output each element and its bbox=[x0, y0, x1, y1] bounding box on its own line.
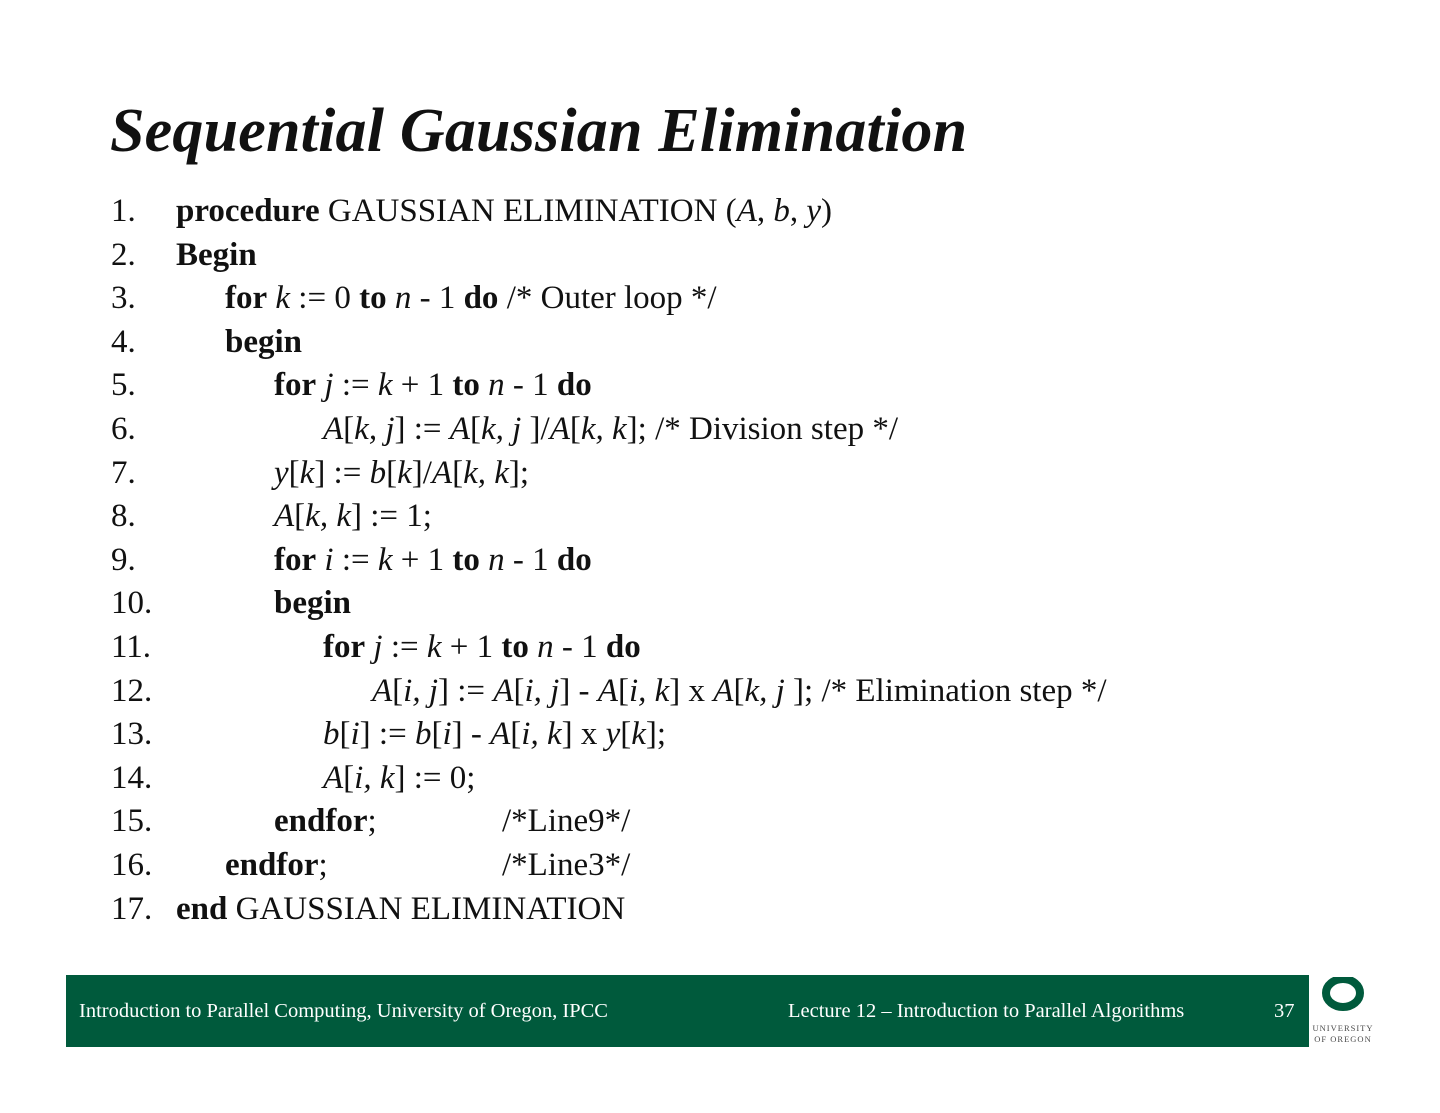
code-token: [ bbox=[620, 716, 632, 753]
code-token: ] - bbox=[451, 716, 491, 753]
code-text bbox=[225, 320, 302, 364]
variable: y bbox=[605, 716, 621, 753]
code-token: ]; /* Division step */ bbox=[626, 411, 899, 447]
keyword: Begin bbox=[176, 236, 257, 273]
code-token: ]; /* Elimination step */ bbox=[793, 672, 1107, 709]
variable: b bbox=[414, 716, 432, 753]
variable: n bbox=[488, 541, 505, 578]
code-token: + 1 bbox=[392, 367, 453, 404]
variable: k bbox=[631, 716, 646, 753]
variable: i, k bbox=[354, 759, 395, 796]
variable: b bbox=[323, 716, 340, 753]
line-number: 4. bbox=[111, 323, 136, 360]
code-token: [ bbox=[469, 411, 481, 447]
code-text bbox=[274, 581, 351, 625]
code-token: [ bbox=[452, 454, 464, 491]
keyword: do bbox=[556, 367, 592, 404]
page-number: 37 bbox=[1274, 1000, 1295, 1022]
logo-text-of-oregon: OF OREGON bbox=[1314, 1034, 1372, 1044]
code-token: [ bbox=[386, 454, 398, 491]
code-token: ) bbox=[820, 193, 832, 229]
variable: k, k bbox=[580, 411, 627, 447]
code-token: GAUSSIAN ELIMINATION bbox=[227, 890, 626, 927]
code-token: [ bbox=[513, 672, 525, 709]
code-token: ] := bbox=[394, 411, 450, 447]
line-number: 2. bbox=[111, 236, 136, 273]
keyword: for bbox=[274, 541, 317, 578]
code-text bbox=[323, 756, 475, 800]
code-text bbox=[274, 538, 592, 582]
code-token: ]/ bbox=[529, 411, 550, 447]
variable: y bbox=[806, 193, 821, 229]
code-token bbox=[480, 542, 488, 578]
keyword: begin bbox=[274, 585, 352, 622]
line-number: 10. bbox=[111, 585, 153, 622]
line-number: 1. bbox=[111, 193, 136, 229]
line-number: 12. bbox=[111, 672, 153, 709]
variable: b bbox=[773, 193, 790, 229]
variable: n bbox=[488, 367, 505, 404]
line-number: 15. bbox=[111, 803, 153, 840]
line-number: 9. bbox=[111, 541, 136, 578]
line-number: 17. bbox=[111, 890, 153, 927]
line-number: 5. bbox=[111, 367, 136, 404]
keyword: endfor bbox=[274, 803, 368, 840]
variable: i, k bbox=[521, 716, 562, 753]
code-text bbox=[176, 189, 832, 233]
variable: k, j bbox=[354, 411, 395, 447]
code-token: + 1 bbox=[441, 629, 502, 665]
code-token: [ bbox=[294, 498, 306, 535]
code-token: [ bbox=[343, 411, 355, 447]
code-text bbox=[225, 843, 328, 887]
oregon-o-icon bbox=[1322, 977, 1364, 1011]
code-token: ] x bbox=[561, 716, 606, 753]
variable: A bbox=[713, 672, 734, 709]
variable: A bbox=[323, 411, 344, 447]
variable: A bbox=[372, 672, 393, 709]
code-token: ] := 1; bbox=[350, 498, 432, 535]
code-token: GAUSSIAN ELIMINATION ( bbox=[319, 193, 737, 229]
line-number: 13. bbox=[111, 716, 153, 753]
keyword: to bbox=[452, 367, 480, 404]
keyword: to bbox=[501, 629, 529, 665]
code-token: ]/ bbox=[411, 454, 432, 491]
code-comment: /*Line9*/ bbox=[502, 803, 631, 840]
logo-text-university: UNIVERSITY bbox=[1312, 1023, 1374, 1033]
code-token bbox=[387, 280, 395, 316]
line-number: 3. bbox=[111, 280, 136, 317]
code-token: - 1 bbox=[504, 541, 557, 578]
code-token: ] := bbox=[359, 716, 415, 753]
code-token: - 1 bbox=[553, 629, 606, 665]
variable: A bbox=[549, 411, 570, 447]
variable: i, k bbox=[628, 672, 670, 709]
code-text bbox=[323, 407, 898, 451]
variable: A bbox=[274, 498, 295, 535]
keyword: procedure bbox=[176, 193, 320, 229]
code-text bbox=[274, 799, 377, 843]
keyword: for bbox=[274, 367, 317, 404]
keyword: to bbox=[359, 280, 387, 317]
variable: A bbox=[490, 716, 511, 753]
variable: k, j bbox=[480, 411, 530, 447]
university-logo bbox=[1312, 977, 1374, 1047]
keyword: begin bbox=[225, 323, 303, 360]
code-token: /* Outer loop */ bbox=[498, 280, 717, 317]
variable: A bbox=[431, 454, 453, 491]
variable: k, j bbox=[744, 672, 794, 709]
code-token: := bbox=[382, 629, 427, 665]
code-token: ] := bbox=[438, 672, 494, 709]
variable: i, j bbox=[403, 672, 439, 709]
variable: j bbox=[373, 629, 383, 665]
code-token: ] - bbox=[559, 672, 598, 709]
variable: A bbox=[449, 411, 470, 447]
variable: k bbox=[377, 367, 393, 404]
keyword: do bbox=[556, 541, 592, 578]
keyword: do bbox=[463, 280, 499, 317]
variable: j bbox=[324, 367, 334, 404]
code-token: ] := 0; bbox=[394, 759, 476, 796]
line-number: 14. bbox=[111, 759, 153, 796]
code-token: [ bbox=[733, 672, 745, 709]
keyword: do bbox=[605, 629, 641, 665]
variable: i bbox=[324, 541, 334, 578]
keyword: end bbox=[176, 890, 228, 927]
code-token: ; bbox=[318, 847, 328, 883]
variable: A bbox=[597, 672, 618, 709]
line-number: 7. bbox=[111, 454, 136, 491]
line-number: 16. bbox=[111, 847, 153, 883]
code-token: - 1 bbox=[411, 280, 464, 317]
code-token: [ bbox=[431, 716, 443, 753]
code-token: := 0 bbox=[290, 280, 360, 317]
keyword: for bbox=[225, 280, 268, 317]
code-text bbox=[274, 451, 529, 495]
variable: A bbox=[493, 672, 514, 709]
variable: k bbox=[299, 454, 315, 491]
variable: k bbox=[397, 454, 412, 491]
code-text bbox=[274, 363, 592, 407]
keyword: to bbox=[452, 541, 480, 578]
code-token: [ bbox=[510, 716, 522, 753]
variable: k bbox=[275, 280, 291, 317]
code-token: ] x bbox=[669, 672, 714, 709]
code-token: [ bbox=[288, 454, 300, 491]
code-token: ] := bbox=[314, 454, 370, 491]
variable: A bbox=[323, 759, 344, 796]
variable: n bbox=[537, 629, 554, 665]
code-token bbox=[480, 367, 488, 403]
slide-title: Sequential Gaussian Elimination bbox=[110, 97, 968, 165]
code-text bbox=[176, 887, 625, 931]
code-token: [ bbox=[617, 672, 629, 709]
code-token: , bbox=[756, 193, 774, 229]
variable: k, k bbox=[305, 498, 351, 535]
variable: i bbox=[442, 716, 452, 753]
code-token: := bbox=[333, 367, 378, 404]
variable: A bbox=[736, 193, 757, 229]
code-token: [ bbox=[343, 759, 355, 796]
variable: k, k bbox=[463, 454, 509, 491]
code-text bbox=[323, 625, 641, 669]
code-token: ]; bbox=[508, 454, 530, 491]
footer-course-label: Introduction to Parallel Computing, University of Oregon, IPCC bbox=[79, 1000, 608, 1022]
code-comment: /*Line3*/ bbox=[502, 847, 631, 883]
variable: k bbox=[377, 541, 393, 578]
code-text bbox=[372, 669, 1107, 713]
keyword: endfor bbox=[225, 847, 319, 883]
code-token: [ bbox=[392, 672, 404, 709]
keyword: for bbox=[323, 629, 366, 665]
code-token: + 1 bbox=[392, 541, 453, 578]
code-text bbox=[323, 712, 666, 756]
code-token: - 1 bbox=[504, 367, 557, 404]
variable: b bbox=[369, 454, 387, 491]
code-text bbox=[225, 276, 717, 320]
code-token: := bbox=[333, 541, 378, 578]
variable: i, j bbox=[524, 672, 560, 709]
footer-bar bbox=[66, 975, 1309, 1047]
code-token: [ bbox=[339, 716, 351, 753]
variable: n bbox=[394, 280, 412, 317]
variable: k bbox=[426, 629, 442, 665]
code-text bbox=[176, 233, 257, 277]
variable: i bbox=[350, 716, 360, 753]
footer-lecture-label: Lecture 12 – Introduction to Parallel Algorithms bbox=[788, 1000, 1185, 1022]
line-number: 8. bbox=[111, 498, 136, 535]
code-token: ; bbox=[367, 803, 377, 840]
code-token bbox=[529, 629, 537, 665]
code-token: [ bbox=[569, 411, 581, 447]
line-number: 6. bbox=[111, 411, 136, 447]
code-token: , bbox=[789, 193, 807, 229]
code-token: ]; bbox=[645, 716, 667, 753]
line-number: 11. bbox=[111, 629, 152, 665]
variable: y bbox=[274, 454, 289, 491]
code-text bbox=[274, 494, 432, 538]
